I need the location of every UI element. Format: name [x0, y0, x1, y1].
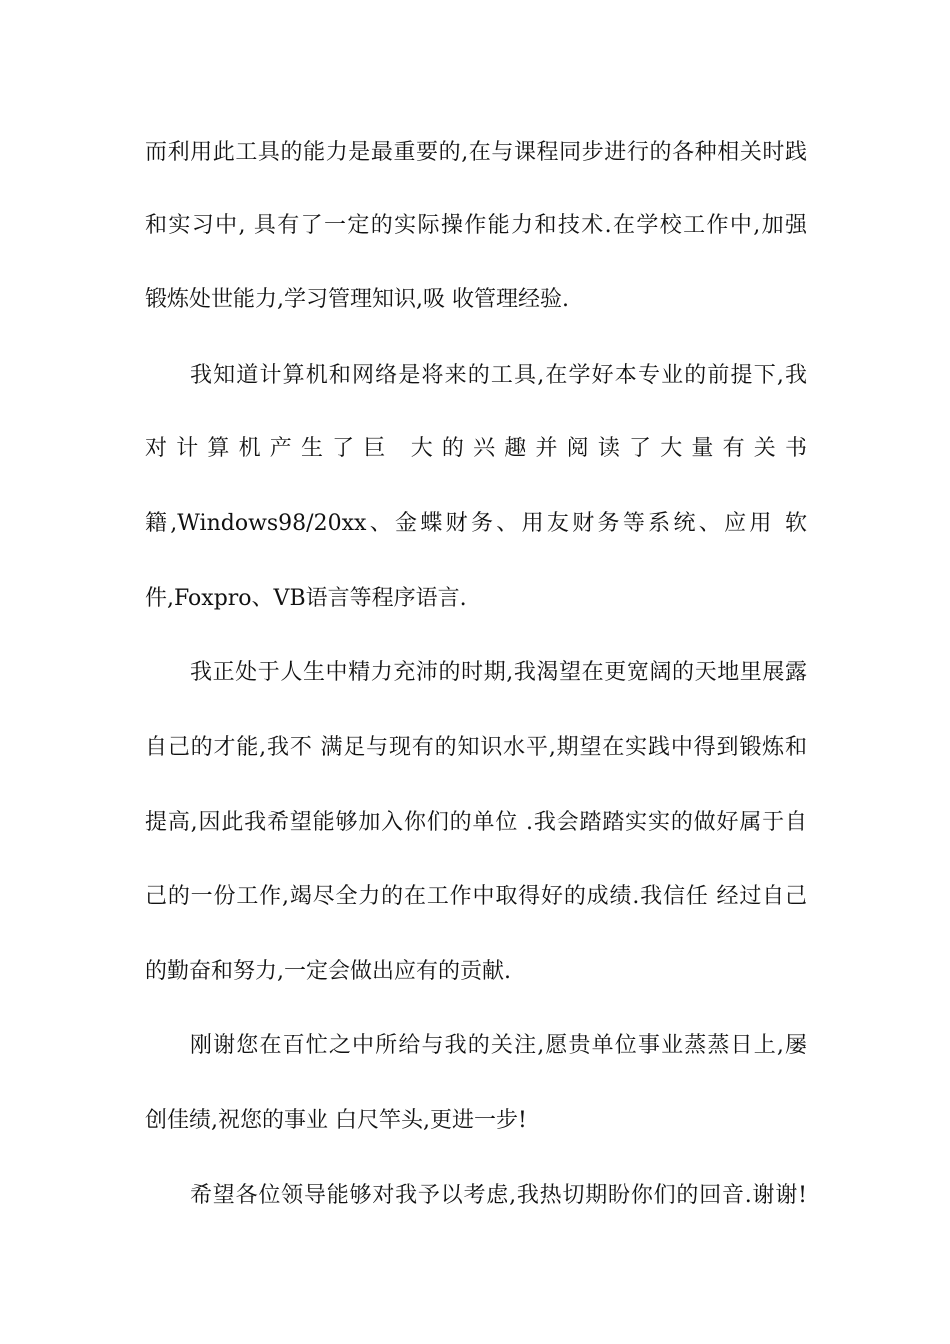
paragraph-line: 自己的才能,我不 满足与现有的知识水平,期望在实践中得到锻炼和	[145, 735, 807, 760]
paragraph-line: 提高,因此我希望能够加入你们的单位 .我会踏踏实实的做好属于自	[145, 810, 807, 835]
paragraph-line: 刚谢您在百忙之中所给与我的关注,愿贵单位事业蒸蒸日上,屡	[190, 1033, 807, 1058]
paragraph-line: 创佳绩,祝您的事业 白尺竿头,更进一步!	[145, 1108, 527, 1133]
paragraph-line: 的勤奋和努力,一定会做出应有的贡献.	[145, 959, 511, 984]
paragraph-line: 己的一份工作,竭尽全力的在工作中取得好的成绩.我信任 经过自己	[145, 884, 807, 909]
paragraph-line: 对计算机产生了巨 大的兴趣并阅读了大量有关书	[145, 436, 807, 461]
paragraph-line: 锻炼处世能力,学习管理知识,吸 收管理经验.	[145, 287, 569, 312]
paragraph-line: 我正处于人生中精力充沛的时期,我渴望在更宽阔的天地里展露	[190, 660, 807, 685]
paragraph-line: 而利用此工具的能力是最重要的,在与课程同步进行的各种相关时践	[145, 140, 807, 165]
paragraph-line: 我知道计算机和网络是将来的工具,在学好本专业的前提下,我	[190, 363, 807, 388]
paragraph-line: 件,Foxpro、VB语言等程序语言.	[145, 586, 467, 611]
paragraph-line: 和实习中, 具有了一定的实际操作能力和技术.在学校工作中,加强	[145, 213, 807, 238]
paragraph-line: 籍,Windows98/20xx、金蝶财务、用友财务等系统、应用 软	[145, 511, 807, 536]
paragraph-line: 希望各位领导能够对我予以考虑,我热切期盼你们的回音.谢谢!	[190, 1183, 807, 1208]
